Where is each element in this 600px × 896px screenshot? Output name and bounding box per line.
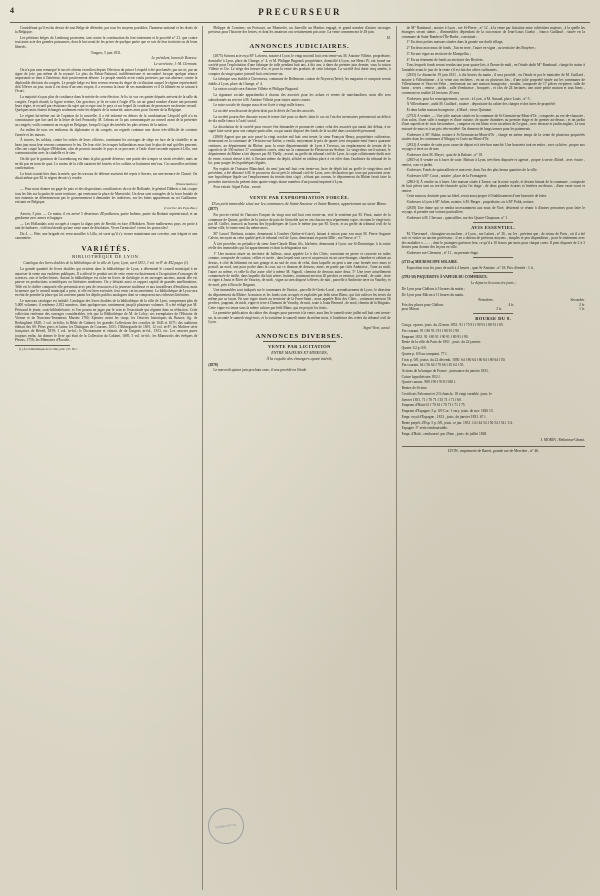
- varietes-note: Catalogue des livres doubles de la bibliothèque de la ville de Lyon; Lyon, avril 1831; 1 vol. in-8° de 492 pages (1).: [23, 261, 189, 266]
- paragraph: Anvers, 5 juin. — Ce matin, il est arrivé 5 déserteurs d'Eyndhoven, partie Indiens, partie du Brabant septentrional; et un gendarme avec armes et bagages.: [15, 211, 198, 221]
- annonce-item: Par exploit de l'huissier Blanchard, du neuf juin mil huit cent trente-un, lacte de dépôt fait au greffe le vingt-deux avril précédent, a été dénoncé à M. le procureur du roi près le tribunal civil de Lyon, avec déclaration que ceux qui pouvaient avoir une hypothèque légale sur l'emplacement du terrain dont s'agit , n'étant pas connus, le département du Rhône ferait faire la première insertion du présent dans quatre-vingts douze numéros d'un journal imprimé à Lyon.: [208, 166, 391, 184]
- price-col-first: Premières.: [478, 298, 494, 303]
- bourse-row: Emprunt d'Espagne, 5 p. 0/0 Cor. 1 vary. jouis. de nov. 1826 15.: [401, 409, 494, 414]
- price-row-label: Prix des places pour Châlons: [401, 302, 444, 307]
- price-col-second: Secondes.: [570, 298, 585, 303]
- annonce-item: La fabrique sera établie à Cheveneux, commune de Bellemont, canton de Neyzieu (Isère); les magasins et comptoir seront établis à Lyon, place du Change, n° 4.: [208, 77, 391, 86]
- annonce-item: Le mercredi quinze juin prochain onze, il sera procédé en l'étude: [213, 368, 307, 373]
- annonces-judiciaires-heading: [208, 45, 390, 52]
- columns-container: [10, 26, 590, 890]
- price-first: 3 fr.: [496, 306, 503, 311]
- annonce-item: La société sera dissoute de plein droit par le décès de l'un des associés.: [213, 109, 315, 113]
- annonce-item: La société pourra être dissoute avant le terme fixé pour sa durée, dans le cas où l'un des inventaires présenterait un déficit de dix mille francs à l'actif social.: [208, 114, 391, 124]
- masthead-title: PRECURSEUR: [258, 7, 342, 17]
- annonces-judiciaires-title: ANNONCES JUDICIAIRES.: [249, 43, 350, 51]
- annonce-item: M. Thevenard , chirurgien-accoucheur , à Lyon , rue Lafont , n° 26 , au 1er , prévient que , de retour de Paris , où il a été voir et visiter un ancien professeur , il en a obtenu de précieux moyens , simples et peu dispendieux , pour le traitement avec des maladies v........ , dont le promptes guérison fera, ce qu'il a 10 francs par mois pour chaque cures. Il peut disposer de 2 à 3 heures pour donner des leçons en ville.: [401, 232, 585, 250]
- divider: [263, 341, 336, 342]
- column-1: [10, 26, 203, 890]
- bourse-row: Rente perpét. d'Esp. 5 p. 0/0, jouis. ce jan. 1831. 14 f 44 54 f 50 54 f 54 f 1/4.: [401, 420, 513, 425]
- bourse-heading: BOURSE DU 8.: [475, 316, 512, 322]
- microscope-body: Exposition tous les jours de midi à 4 heures , quai St-Antoine , n° 18. Prix d'entrée : 1 fr.: [406, 265, 534, 270]
- printer-imprint: LYON , imprimerie de Barret, grande rue de Mercière , n° 46.: [402, 446, 585, 453]
- annonce-reference: (2878): [208, 362, 218, 367]
- signature: Le secrétaire, J.-M. Clermont.: [153, 61, 198, 66]
- paragraph: Philippe de Comines; un Froissart, un Montrelet, un Joinville un Martins engagé, et grand nombre d'autres ouvrages précieux pour l'histoire des lettres, et dont les amateurs ont certainement pris note. La vente commencera le 28 juin.: [208, 26, 391, 35]
- annonce-item: La raison sociale sera Antoine Villette et Philippe Bugnard.: [213, 87, 299, 92]
- annonce-item: (2863-3) À vendre ou à louer. Une maison située à Tarare, sur la route royale, et devant faisant de la commune , composée de huit pièces tant au rez-de-chaussée qu'au 1er étage , de deux grandes écuries et fenières au-dessus , d'une vaste court et remise.: [401, 179, 585, 193]
- source-attribution: (Courrier des Pays-Bas.): [164, 206, 198, 211]
- vente-licitation-heading: VENTE PAR LICITATION: [268, 344, 331, 349]
- bourse-row: Empr. royal d'Espagne , 1813 , jouis. du janvier 1831. 67 f.: [401, 414, 487, 419]
- annonce-item: Pour extrait: Signé Polus , avoué.: [213, 185, 262, 190]
- annonce-item: 2° En deux morceaux de fonds , l'un en terre , l'autre en vigne , au territoire des Bruyères ;: [406, 46, 537, 51]
- divider: [473, 222, 513, 223]
- paragraph: — Les Hollandais sont occupés à couper la digue près de Berchit en face d'Hoboken. Notre malheureux pays, en proie à tant de barbares , s'offrira bientôt qu'une vaste mare de désolation. Vivez l'armistice! vivent les protocoles!: [15, 222, 198, 231]
- paquebots-reference: (2792-50): [401, 275, 416, 280]
- price-row: [402, 307, 585, 311]
- paragraph: À travers, les soldats, contre les ordres de leurs officiers, continuent les ouvrages de siège en face de la citadelle; et un beau jour nous leur verrons commencer le feu. De leur côté, les troupes hollandaises nous font le plus de mal qu'elles peuvent; elles ont coupé la digue d'Hoboken, afin de pouvoir inonder le pays et se procurer, à l'aide d'une seconde rupture à Lillo, une communication avec la citadelle et le sien.: [15, 138, 198, 156]
- paquebots-line: De Lyon pour Châlons à 5 heures du matin ;: [401, 286, 466, 291]
- paragraph: La grande quantité de livres doubles qui existent dans la bibliothèque de Lyon, a déterminé le conseil municipal à en autoriser la vente aux enchères publiques. Il a affecté le produit net de cette vente exclusivement à l'acquisition d'ouvrages de sciences, arts et belles-lettres. Autant la bibliothèque est riche en livres de théologie et en ouvrages anciens, autant elle est pauvre en productions scientifiques ou littéraires modernes. On y désirait aussi ce rapport capital de grandes améliorations. Telle est le chiffre composée elle présentait avec peu de ressources à la jeunesse studieuse et aux travailleurs d'érudition; mais la mesure que le conseil municipal a prise, si elle est bien exécutée, fera venir cet inconvénient. La bibliothèque de Lyon sera en état de prendre la place qui lui convient parmi les dépôts publics analogues dont se composent nos richesses littéraires.: [15, 267, 198, 298]
- annonces-diverses-heading: [208, 335, 390, 342]
- bourse-row: Actions de la banque de France , jouissance du janvier 1831.: [401, 368, 489, 373]
- paquebots-subheading: Le départ a lieu tous les jours ;: [470, 281, 516, 286]
- annonce-item: Le mise sociale de chaque associé est fixée à vingt mille francs.: [213, 103, 305, 108]
- dateline: Tongres, 5 juin 1831.: [90, 50, 122, 55]
- annonce-item: La signature sociale appartiendra à chacun des associés pour les achats et ventes de marchandises; mais elle sera subordonnée au service à M. Antoine Villette pour toutes autres causes.: [208, 93, 391, 102]
- annonce-item: S'adresser à Lyon à M° Julien, notaire; à M. Berger , propriétaire, ou à M° Pobit, notaire.: [406, 200, 535, 205]
- annonce-item: 1° Une maison située au territoire de Jailleux, aussi appelée Le à des Côtes, consistant en pierre et couverte en tuiles comme, composée de cuisine, cellier et cuvée , dans lequel sont cave et un pressoir ou un cave-étranger, chambre et cabinet au dessus, à côté du bâtiment est une grange et au sud de ceux de celui, dans laquelle on peut a une cour fermée avec murs et portail; an nord, une pour poche dans la cour, sur ce thoman de dessous, entre, en partie par cités Ambroise , l'une au midi, l'autre au même, et celle-là d'un autre côté à même M. Signoli, chemins de dessous autre deux. 5° Une terre actuellement commencée de treille, dans laquelle dix huit arbres fruitiers, contenant environ 20 perches or environ, joi-midi , de suite , terre et vigne à Jouin et Rivet de Vauzioy, de midi , vigne au sien disposé à élèves; de nuit , parcelle à Ambroise terre ou Vauriby; et de nord, près à Brou de Brignais.: [208, 252, 391, 287]
- paragraph: — Pour nous donner un gage de paix et des dispositions conciliatrices du roi de Hollande, le général Dibbets a fait couper tous les liés sur la partie de notre territoire, qui environne la place de Maestricht. Un deux sont outragées de la force brutale de nos ennemis ne détermineront pas le gouvernement à demander les intérieurs, sur les biens appartenant au roi Guillaume; existant en Belgique.: [15, 187, 198, 205]
- vente-expropriation-heading: VENTE PAR EXPROPRIATION FORCÉE.: [249, 194, 350, 200]
- annonce-item: S'adresser rue Clermont , n° 11 , au premier étage.: [406, 250, 479, 255]
- bourse-row: Rentes de St-sine.: [401, 386, 428, 391]
- annonce-item: (2869) Apport que par acte passé la vingt octobre mil huit cent trente, la sieur François Henry, propriétaire cultivateur, demeurant en la commune de Vérissieu-sur-Saône, a vendu, moyennant le prix de quatre cent cinquante-neuf francs quarante centimes, au département du Rhône, pour la route départementale de Lyon à Trevoux, un emplacement de terrain de la superficie de 350 mètres 37 centimètres carrés, ainsi sur la commune de Plessieux-au-Serlme. Le vingt-deux avril suivant, le département du Rhône a fait déposer par M. Thelly , avoué, au greffe du tribunal civil de Lyon, la copie collationnée dudit acte de vente, extrait dressé à été, à l'instant même du dépôt, affiché en tableau placé à cet effet dans l'auditoire du tribunal de la loi, pour purger les hypothèques légales.: [208, 134, 391, 165]
- annonce-item: S'adresser, pour les renseignements , savoir : à Lyon , à M. Arnaud, place Louis , n° 5 ;: [406, 96, 532, 101]
- microscope-heading: MICROSCOPE SOLAIRE.: [415, 260, 458, 265]
- divider: [473, 272, 513, 273]
- annonce-item: La première publication du cahier des charges pour parvenir à la vente, aura lieu le samedi seize juillet mil huit cent trente-un, la seconde le samedi vingt-trois, et la troisième le samedi trente du même mois, à l'audience des criées du tribunal civil de Lyon.: [208, 311, 391, 325]
- editor-signature: J. MORIN , Rédacteur-Gérant.: [540, 437, 585, 442]
- annonce-item: S'adresser à M° Court , notaire , place de la Fromagerie.: [406, 174, 488, 179]
- annonce-item: (2752) A vendre. — Une jolie maison située en la commune de St-Germain-au-Mont-d'Or , composée, au rez-de-chaussée , d'un salon, d'une salle à manger et d'une cuisine, de quatre chambres au premier étage et de grenier au-dessus ; et un jardin d'une superficie de trois hectomètres , comprise en vin blanc et en un arbres de l'a-gnot , avec terrasse et jardin anglais. Le tout entouré de murs et à un prix très-modéré. On donnera de longs termes pour les paiements.: [401, 113, 585, 131]
- price-row-label: pour Mâcon: [401, 306, 420, 311]
- bourse-row: Quatre 1/2 p. 0/0.: [401, 346, 427, 351]
- paragraph: Au milieu de tous ces embarras du diplomatie et du congrès, un regards continue une chose très-difficile de contenir l'armée et les masses.: [15, 128, 198, 137]
- bourse-row: Quatre canaux. 980 f 90 f 918 f 940 f.: [401, 380, 457, 385]
- postal-stamp: TIMBRE ROYAL: [206, 806, 247, 847]
- bourse-row: Fin courant. 91 f 80 91 f 91 f 80 91 f 90: [401, 328, 459, 333]
- signature: Signé Viort, avoué.: [363, 325, 391, 330]
- divider: [263, 51, 336, 52]
- bourse-row: Emprunt 1831. 91 f 80 91 f 90 91 f 80 91 f 90.: [401, 334, 469, 339]
- annonce-item: (2855-a) A vendre ou à louer de suite. Maison à Lyon, très-bien disposée et agreste , propre à servir d'hôtel , avec écurie , remise, cour et jardin.: [401, 158, 585, 167]
- annonce-item: (2875) Suivant acte reçu M° Laforest, notaire à Lyon, le vingt mai mil huit cent trente-un, M. Antoine Villette, propriétaire, domicilié à Lyon, place du Change, n° 4, et M. Philippe Bugnard, propriétaire, domicilié à Lyon, rue Henri IV, ont formé sur société pour l'exploitation d'une fabrique de tulle pendant huit ans, à dix ans, à dater du premier juin dernier, sous la raison Villette et Cie. Le siège des ferrure d'or, et pour la vente des produits de cette fabrique. La société doit durer cinq années, à compter du vingt-quatre juin mil huit cent trente-un.: [208, 54, 391, 76]
- paragraph: Le régent lui-même ont de l'opinion de la nouvelle; il a été informé en dehors de la combinaison Léopold qu'il n'a eu connaissance que fort tard de la lettre de lord Ponsonby. M. Lebeau ne l'a pas communiquée au conseil avant de la présenter au congrès; voilà comment on en agit en Belgique, lorsqu'il s'agit des intérêts les plus sérieux de la nation.: [15, 113, 198, 127]
- divider: [279, 192, 319, 193]
- bourse-row: Fin courant. 64 f 56 64 f 70 66 f 45 64 f 55.: [401, 363, 465, 368]
- price-second: 2 fr.: [579, 302, 585, 307]
- paragraph: La bruit courait hier dans la mirée, que les travaux de défense assistent été repris à Anvers, sur une menace de Chassé. On disait même que M. le régent devait s'y rendre.: [15, 171, 198, 180]
- paragraph: On n'a pas sans remarqué le succès obtenu en milieu depuis l'élection du prince Léopold à été proclamée; par un cri, par un signe de joie, pas même de la royauté. Le plus du Palais-National, indifférentisme et encombré lorsque quelque séance importante se tient à l'intérieur; était positivement déserte. Le peuple semble avoir voulu protester, par son absence, contre la déplorable décision du congrès. Le peuple belge est bien revenu revenu du degré de civilisation auquel le régime représentatif doit l'élever au jour, mais il est donc d'un sens exquis; il a reconnu la faute de ses mandataires et il l'a blâmée en se taisant à l'écart.: [15, 67, 198, 94]
- annonce-item: de M° Rambaud , notaire à Lyon , rue St-Pierre , n° 12 , à la vente par licitation entre cohéritiers majeurs , à la quelle les étrangers seront admis , d'immeubles dépendant de la succession de Jean-Louis Guelot , franco Guillaud , située en la commune de Saint-Rambert-l'Île-Barbe , consistant :: [401, 26, 585, 39]
- annonce-item: (2815) Le dimanche 19 juin 1831 , à dix heures du matin , il sera procédé , en l'étude et par le ministère de M. Guillard , notaire à Villeurbanne , à la vente aux enchères , en un ou plusieurs lots , d'une jolie propriété située sur les communes de Villeurbanne et Vaux-en-Velin , renfermant sur une maison bourgeoise , moulin, composée de 17 pièces en-pierre; salle de bains , serres , remise , jardin , salle d'embrasse , bosquets , et clos de 24 hectares; une autre petite maison et tous biens , contenant en totalité 24 hectares 20 ares.: [401, 73, 585, 95]
- annonce-item: S'adresser à M° Bobin, notaire à St-Germain-au-Mont-d'Or , chargé en même temps de la vente de plusieurs propriétés situées dans les communes d'Albigny et Curis-au-Mont-d'Or.: [401, 132, 585, 141]
- vente-licitation-sub2: ENTRE MAJEURS ET MINEURS,: [271, 349, 328, 355]
- annonce-item: La dissolution de la société pour encore être demandée et prononcée contre celui des associés qui aurait fait défaut, à ne signé faire sortir pour son compte particulier, ou qui aurait disposé des fonds de la société dans son intérêt personnel.: [208, 124, 391, 134]
- annonce-reference: (2877): [208, 207, 218, 212]
- vente-expropriation-subheading: D'un petit immeuble situé sur les communes de Saint-Sauveur et Saint-Bonnet, appartenant au sieur Blanc.: [211, 200, 388, 206]
- varietes-subheading: BIBLIOTHÈQUE DE LYON.: [72, 254, 141, 260]
- bourse-row: Quatre p. 0/0 au comptant. 77 f.: [401, 351, 448, 356]
- annonce-item: S'adresser à M. Chevaux , quincaillier, rue des Quatre-Chapeaux, n° 1.: [406, 215, 509, 220]
- avis-essentiel-heading: AVIS ESSENTIEL.: [471, 225, 516, 231]
- page-folio: 4: [10, 6, 14, 15]
- paquebots-line: De Lyon pour Mâcon à 11 heures du matin.: [401, 292, 465, 297]
- divider: [473, 257, 513, 258]
- price-second: 1 fr.: [579, 306, 585, 311]
- vente-licitation-sub3: À la requête des étrangers ayant intérêt,: [266, 355, 333, 361]
- bourse-row: Janvier 1831. 71 f 70 71 f 35 71 f 71 f 60.: [401, 397, 462, 402]
- bourse-row: Emprunt d'Haïti 61 f 70 61 f 70 71 f 71 f 75.: [401, 403, 466, 408]
- signature: Le président, baron de Renesse.: [151, 56, 198, 61]
- bourse-lead: Cinq p. oposes. jouis. du 22 mars 1851. 91 f 75 91 f 90 91 f 80 91 f 85.: [401, 323, 504, 328]
- annonce-item: Cette maison, destinée pour un hôtel, serait aussi propre à l'établissement d'une brasserie de bière.: [406, 194, 548, 199]
- divider: [473, 313, 513, 314]
- paragraph: Les pétitions belges du Limbourg protestent, tant contre la continuation du lent traitement et le procédé n° 21, que contre tout autre acte des grandes puissances, dont le but serait de les priver de quelque partie que ce soit de leur territoire ou de leurs libertés.: [15, 36, 198, 49]
- annonce-item: M° Laurel Thiebaut, notaire, demeurant à Condres (Saône-et-Loire), faisant à raison pour son mari M. Pierre Auguste Calvin, envoyait au cette qualité près le tribunal civil de Lyon; demeurant en partie Mlle , rue Neuve, n° 7.: [208, 231, 391, 241]
- annonce-reference: [402, 260, 585, 264]
- price-first: 4 fr.: [508, 302, 515, 307]
- annonce-item: Une immeubles sont indiqués sur le communes de Vaurias , parcelle St-Genis-Laval , arrondissement de Lyon ; le directeur du département du Rhône; la maison et les fonds sont occupés et exploités par ledit sieur Blanc, qui fait cultiver les terres du même par sa façon. En une vigne située au territoire de la Furet-Saint , nous appelée Bois des Côtes , contenant environ 56 perches, jaugeant, de midi, vigne et terre à Dumont de Vauriby, de nuit, route à Jouin Bernard , de nord, chemin de la Brignais. Cette vigne est tenue sous la même culture par ledit Blanc, qui en perçoit les fruits.: [208, 288, 391, 310]
- varietes-heading: VARIÉTÉS.: [81, 244, 131, 253]
- annonce-item: S'adresser chez M. Mayet , quai de la Balaise , n° 18.: [406, 152, 484, 157]
- annonce-item: 4° En un tènement de fonds au territoire des Rivières.: [406, 57, 484, 62]
- annonce-item: (2818) Une dame qui se rendra incessamment aux eaux de Vizé, désirerait se réunir à d'autres personnes pour faire le voyage, et prendre une voiture particulière.: [401, 205, 585, 215]
- bourse-row: Espagne. 5° série remboursable.: [401, 426, 448, 431]
- annonces-diverses-title: ANNONCES DIVERSES.: [255, 333, 344, 341]
- footnote: (1) À la bibliothèque de la ville, prix: 2 fr. 50 c.: [19, 346, 78, 351]
- column-2: [203, 26, 396, 890]
- bourse-row: Trois p. 0/0, jouiss. du 22 décemb. 1850. 64 f 80 64 f 60 64 f 80 64 f 50.: [401, 357, 506, 362]
- annonce-item: Tous lesquels fonds seront vendus tant pour quatre lots, à l'heure de midi , en l'étude dudit M° Rambaud , chargé de traiter à l'amiable avant le jour de la vente s'il est fait des offres suffisantes.: [401, 63, 585, 72]
- annonce-item: À fait procéder, en préjudice du sieur Jean-Claude Blanc fils, bûcheter, demeurant à Lyon, rue St-Dominique, à la saisie réelle des immeubles qui lui appartiennent et dont la désignation suit :: [208, 242, 391, 251]
- bourse-row: Rente de la ville de Paris de 1851 , jouis. du 22 janvier.: [401, 340, 481, 345]
- annonce-item: (2812) A vendre de suite pour cause de départ et à très-bon marché. Une brasserie tout en entier , avec sa bière , propre aux voyages à terre ou de mer.: [401, 142, 585, 151]
- bourse-row: Certificats Falconnet et 2/3 chancla. 18 vingt variable. jouis. le: [401, 391, 492, 396]
- bourse-row: Empr. d'Haïti , remboursé. par 25me , jouis. de juillet 1828.: [401, 432, 488, 437]
- masthead: [10, 6, 590, 23]
- annonce-item: Par procès-verbal de l'huissier Farquet du vingt mai mil huit cent trente-un, visé le seizième par M. Pinot, maire de la commune de Quinet, greffier de la justice de paix de Grenoble qui en ont chacun reçu séparément copie, reconnu le vingt-trois par M. Grillet, transcrit au bureau des hypothèques de Lyon le même jour par M. Goyet, et au greffe du tribunal civil de la même ville, le trente-neuf du même mois.: [208, 213, 391, 231]
- annonce-item: 3° En une vigne au territoire de Montpellas ;: [406, 51, 471, 56]
- source-attribution: (Emancipation.): [175, 181, 198, 186]
- bourse-row: Caisse hypothécaire. 852 f.: [401, 374, 441, 379]
- annonce-item: Et dans ladite maison bourgeoise , à Mard , vieux Quintaut.: [406, 108, 493, 113]
- annonce-item: 1° En deux petites maisons situées dans la grande rue dudit village,: [406, 40, 504, 45]
- microscope-reference: (2715-a): [401, 260, 415, 265]
- paragraph: Considérant qu'il est du devoir de tout Belge de défendre, par tous les moyens possibles, l'honneur national et les droits de la Belgique;: [15, 26, 198, 35]
- annonce-item: À Villeurbanne , audit M. Guillard , notaire , dépositaire du cahier des charges et des titres de propriété;: [406, 102, 556, 107]
- paquebots-heading: PAQUEBOTS À VAPEUR DU COMMERCE.: [416, 275, 488, 280]
- paragraph: La majorité n'a pas plus de confiance dans le mérite de cette élection. Je lis ici vos ces panier députés arrivent de la salle du congrès, l'esprit chaudi, la figure sereine, l'air gracieux; je lis en vain à l'aigle d'Or, un air grand nombre d'autre ont pressenti leurs règne, et recueil par résistance du sujet qui occupe tout le pays et sur lequel ils voudront de prononcer un dernier recueil. Quelques mots étaient échangés seulement entre les députés de la minorité; autres ainsi pour l'avenir de la Belgique.: [15, 95, 198, 113]
- annonce-item: S'adresser, Fonds de quincaillerie et mercerie, dans l'un des plus beaux quartiers de la ville.: [406, 168, 538, 173]
- paquebots-reference-line: [402, 275, 585, 279]
- paragraph: Du 4. — Hier, une brigade est venu mouiller à Lillo, où sorte qu'il s'y trouve maintenant une corvette, une frégate et une canonnière.: [15, 232, 198, 241]
- column-3: [397, 26, 590, 890]
- signature: M.: [386, 36, 391, 41]
- paragraph: On dit que le garnison de Luxembourg est dans la plus grande détresse; une partie des troupes se serait révoltée; mais on ne dit pas en nom de quoi. Le moins de la ville auraient été brisées et les soldats se battraient entr'eux. Ces nouvelles méritent confirmation.: [15, 157, 198, 170]
- paragraph: Le nouveau catalogue est intitulé: Catalogue des livres doubles de la bibliothèque de la ville de Lyon, comprenant plus de 5,000 volumes; il renferme 2,812 numéros, dont quelques-uns contiennent jusqu'à plusieurs volumes. Il a été rédigé par M. Péricaud le jeune, sous-bibliothécaire, et l'on pourra en juger par le soin et l'exactitude qui règnent dans sa rédaction. Cette collection renferme des ouvrages considérables, tels que la Bibliothèque de M. de Leloy; ses exemplaires de l'Histoire de Vienne et de Nouveau-Testament; Martini 1700; Epistres avant les cinqs; les Oeuvres historiques du Bourse, fig. de Berlinghieri 1828; 1 vol. in-folio; la Bible de Cabinet; les grandes Collections des conciles de 1643 et 1671; des auditeurs édition des SS. Pères grecs et latins; les Dialogues de Courons, 1651; l'Abbregonde de 1691, 12 vol. in-8°; les Moliere série françaises de Réveil, 1819; 1 vol. in-fol.; le Dictionnaire et chinois de de Guignes in-fol., 1813, etc. Les oeuvres pures toujours enfin, fut donner le livre qui était de la Collection du Cabinet, 1695, 5 vol. in-fol.; les Manuscrits des évêques de Plessis, 1756; les Mémoires d'Escolte...: [15, 298, 198, 343]
